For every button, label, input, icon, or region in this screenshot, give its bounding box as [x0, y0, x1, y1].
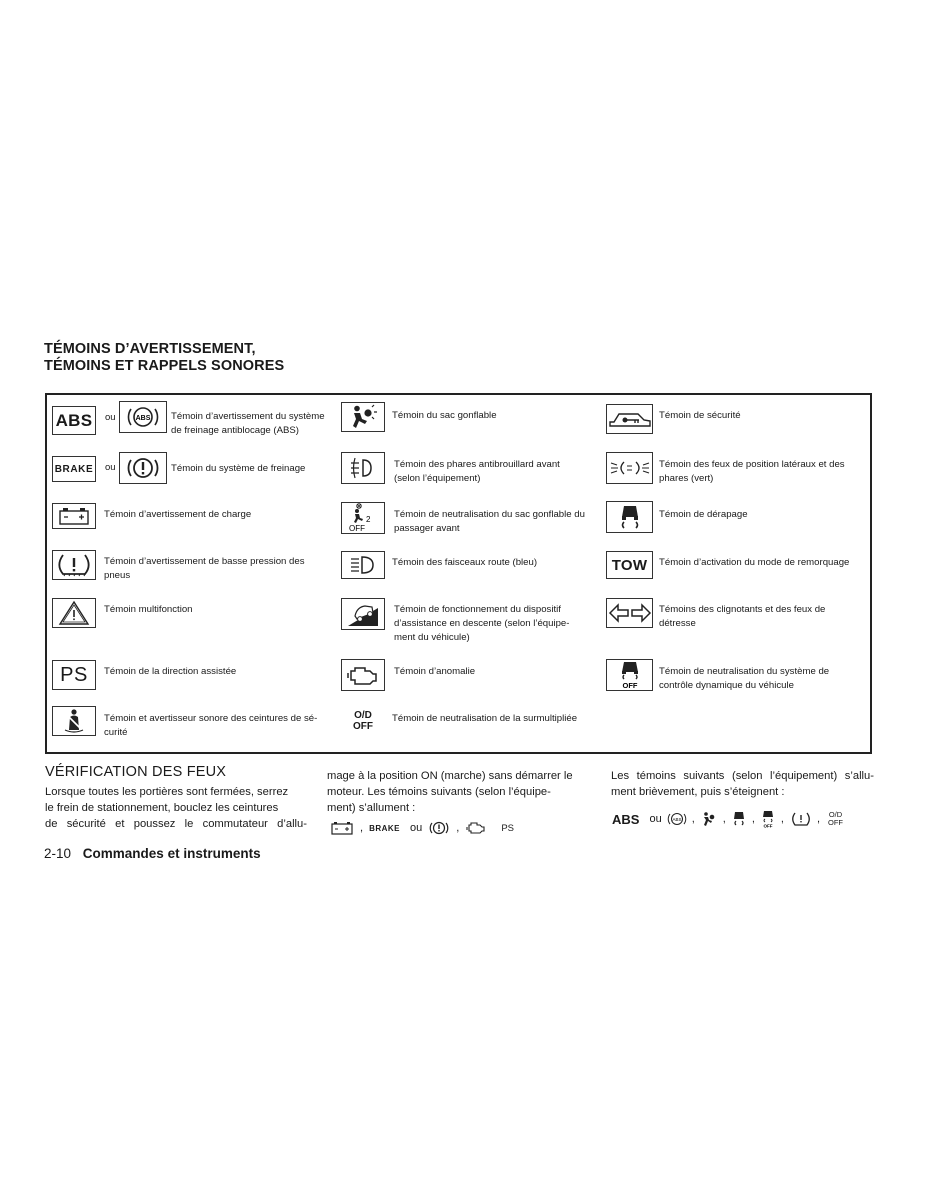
- high-beam-description: Témoin des faisceaux route (bleu): [392, 557, 538, 568]
- tire-pressure-icon: [52, 550, 96, 580]
- page-title: TÉMOINS D’AVERTISSEMENT, TÉMOINS ET RAPPELS SONORES: [44, 341, 285, 374]
- tire-description: Témoin d’avertissement de basse pression des pneus: [104, 556, 305, 581]
- od-off-icon: O/D OFF: [341, 706, 385, 736]
- svg-text:OFF: OFF: [622, 681, 637, 690]
- multi-description: Témoin multifonction: [104, 604, 193, 615]
- tire-pressure-icon: [790, 811, 812, 827]
- svg-text:2: 2: [366, 515, 371, 524]
- turn-signal-icon: [606, 598, 653, 628]
- security-car-icon: [606, 404, 653, 434]
- svg-text:ABS: ABS: [135, 415, 151, 422]
- inline-icons-col2: , BRAKE ou , PS: [330, 820, 514, 836]
- column-3-text: Les témoins suivants (selon l’équipement) s’allu- ment brièvement, puis s’éteignent :: [611, 770, 874, 798]
- vdc-off-description: Témoin de neutralisation du système de contrôle dynamique du véhicule: [659, 666, 830, 691]
- hill-description: Témoin de fonctionnement du dispositif d’assistance en descente (selon l’équipe- ment du véhicule): [394, 604, 570, 643]
- fog-light-icon: [341, 452, 385, 484]
- fog-description: Témoin des phares antibrouillard avant (selon l’équipement): [394, 459, 560, 484]
- battery-icon: [52, 503, 96, 529]
- slip-icon: [732, 811, 746, 827]
- side-lights-description: Témoin des feux de position latéraux et des phares (vert): [659, 459, 845, 484]
- brake-text-icon: BRAKE: [369, 823, 401, 833]
- inline-icons-col3: ABS ou ABS , , , OFF , , O/D OFF: [612, 810, 844, 828]
- abs-text-icon: ABS: [52, 406, 96, 435]
- slip-description: Témoin de dérapage: [659, 509, 748, 520]
- vdc-off-icon: [606, 659, 653, 691]
- charge-description: Témoin d’avertissement de charge: [104, 509, 252, 520]
- warning-triangle-icon: [52, 598, 96, 628]
- seatbelt-icon: [52, 706, 96, 736]
- abs-text-icon: ABS: [612, 811, 640, 827]
- abs-circle-icon: [119, 401, 167, 433]
- abs-circle-icon: [666, 811, 688, 827]
- ps-text-icon: PS: [52, 660, 96, 690]
- side-lights-icon: [606, 452, 653, 484]
- brake-description: Témoin du système de freinage: [171, 463, 306, 474]
- svg-text:OFF: OFF: [349, 524, 365, 533]
- od-off-description: Témoin de neutralisation de la surmultipliée: [392, 713, 578, 724]
- brake-text-icon: BRAKE: [52, 456, 96, 482]
- svg-text:OFF: OFF: [763, 823, 773, 828]
- airbag-description: Témoin du sac gonflable: [392, 410, 497, 421]
- brake-circle-icon: [119, 452, 167, 484]
- ps-description: Témoin de la direction assistée: [104, 666, 237, 677]
- column-2-text: mage à la position ON (marche) sans démarrer le moteur. Les témoins suivants (selon l’équipe- ment) s’allument :: [327, 770, 573, 814]
- svg-text:ABS: ABS: [672, 817, 682, 822]
- high-beam-icon: [341, 551, 385, 579]
- engine-description: Témoin d’anomalie: [394, 666, 476, 677]
- ps-text-icon: PS: [501, 822, 515, 834]
- tow-text-icon: TOW: [606, 551, 653, 579]
- footer-title: Commandes et instruments: [82, 846, 261, 861]
- airbag-off-description: Témoin de neutralisation du sac gonflable du passager avant: [394, 509, 585, 534]
- security-description: Témoin de sécurité: [659, 410, 741, 421]
- airbag-icon: [341, 402, 385, 432]
- page-number: 2-10: [44, 846, 72, 861]
- airbag-icon: [701, 811, 717, 827]
- indicator-table: ABS ou ABS Témoin d’avertissement du système de freinage antiblocage (ABS) BRAKE ou Témoin du système de freinage Témoin d’avertissement de charge Témoin d’avertissement de basse pression des pneus Témoin multifonction PS Témoin de la direction assistée Témoin et avertisseur sonore des ceintures de sé- curité Témoin du sac gonflable Témoin des phares antibrouillard avant (selon l’équipement) 2 OFF Témoin de neutralisation du sac gonflable du passager avant Témoin des faisceaux route (bleu) Témoin de fonctionnement du dispositif d’assistance en descente (selon l’équipe- ment du véhicule) Témoin d’anomalie O/D OFF Témoin de neutralisation de la surmultipliée Témoin de sécurité Témoin des feux de position latéraux et des phares (vert) Témoin de dérapage TOW Témoin d’activation du mode de remorquage Témoins des clignotants et des feux de détresse OFF Témoin de neutralisation du système de contrôle dynamique du véhicule: [45, 393, 872, 754]
- brake-circle-icon: [428, 820, 450, 836]
- battery-icon: [330, 820, 354, 836]
- engine-icon: [465, 820, 487, 836]
- turn-description: Témoins des clignotants et des feux de détresse: [659, 604, 826, 629]
- engine-icon: [341, 659, 385, 691]
- hill-descent-icon: [341, 598, 385, 630]
- tow-description: Témoin d’activation du mode de remorquage: [659, 557, 850, 568]
- od-off-icon: O/D OFF: [828, 810, 844, 827]
- belt-description: Témoin et avertisseur sonore des ceintures de sé- curité: [104, 713, 318, 738]
- page-footer: [44, 846, 261, 861]
- airbag-off-icon: [341, 502, 385, 534]
- vdc-off-icon: [761, 810, 775, 828]
- abs-description: Témoin d’avertissement du système de freinage antiblocage (ABS): [171, 411, 325, 436]
- section-title: VÉRIFICATION DES FEUX: [45, 764, 227, 780]
- slip-icon: [606, 501, 653, 533]
- column-1-text: Lorsque toutes les portières sont fermées, serrez le frein de stationnement, bouclez les ceintures de sécurité et poussez le commutateur d’allu-: [45, 786, 307, 830]
